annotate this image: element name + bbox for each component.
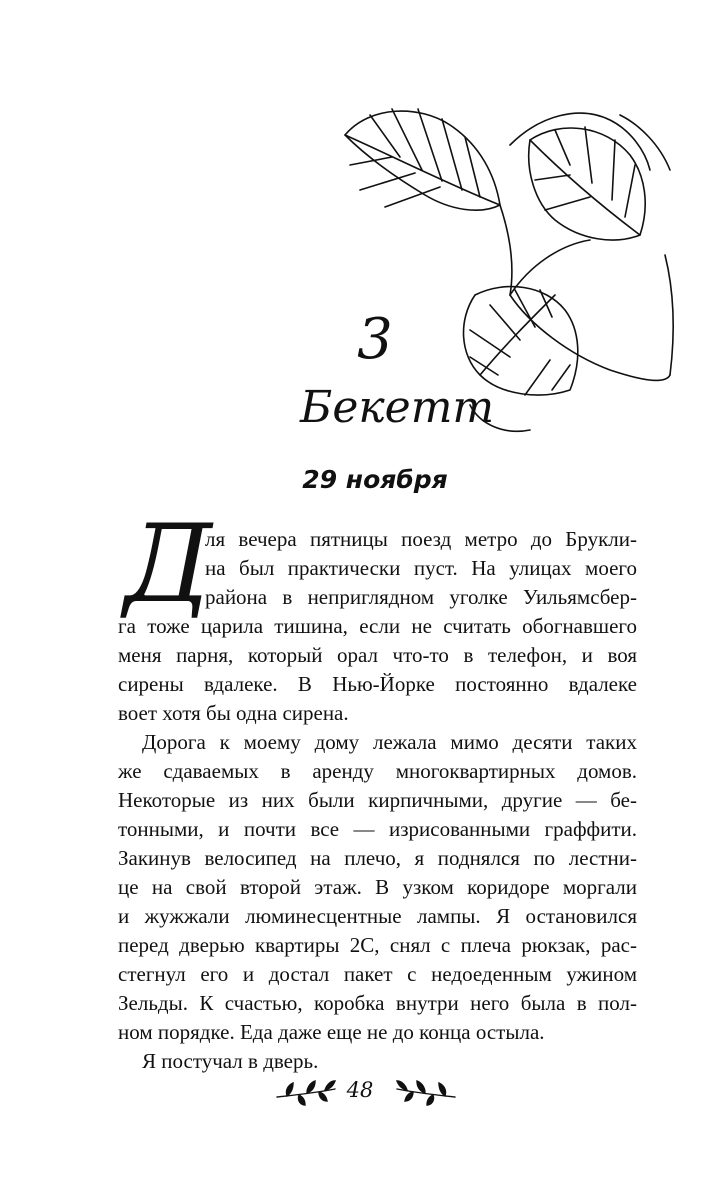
chapter-date: 29 ноября [302,465,448,494]
drop-cap: Д [124,502,212,627]
text-line: це на свой второй этаж. В узком коридоре моргали [118,875,637,899]
text-line: воет хотя бы одна сирена. [118,701,349,725]
text-line: Некоторые из них были кирпичными, другие — бе- [118,788,637,812]
left-leaf-ornament-icon [275,1077,337,1107]
right-leaf-ornament-icon [395,1077,457,1107]
text-line: сирены вдалеке. В Нью-Йорке постоянно вдалеке [118,672,637,696]
text-line: же сдаваемых в аренду многоквартирных домов. [118,759,637,783]
text-line: района в неприглядном уголке Уильямсбер- [205,585,637,609]
text-line: и жужжали люминесцентные лампы. Я остановился [118,904,637,928]
text-line: стегнул его и достал пакет с недоеденным ужином [118,962,637,986]
text-line: Закинув велосипед на плечо, я поднялся по лестни- [118,846,637,870]
page-number: 48 [346,1078,374,1102]
chapter-title: Бекетт [300,382,495,433]
text-line: на был практически пуст. На улицах моего [205,556,637,580]
text-line: перед дверью квартиры 2С, снял с плеча рюкзак, рас- [118,933,637,957]
text-line: Дорога к моему дому лежала мимо десяти таких [142,730,637,754]
text-line: ля вечера пятницы поезд метро до Брукли- [205,527,637,551]
text-line: ном порядке. Еда даже еще не до конца остыла. [118,1020,545,1044]
text-line: Я постучал в дверь. [142,1049,319,1073]
chapter-number: 3 [357,307,393,372]
text-line: меня парня, который орал что-то в телефон, и воя [118,643,637,667]
text-line: Зельды. К счастью, коробка внутри него была в пол- [118,991,637,1015]
text-line: тонными, и почти все — изрисованными граффити. [118,817,637,841]
text-line: га тоже царила тишина, если не считать обогнавшего [118,614,637,638]
